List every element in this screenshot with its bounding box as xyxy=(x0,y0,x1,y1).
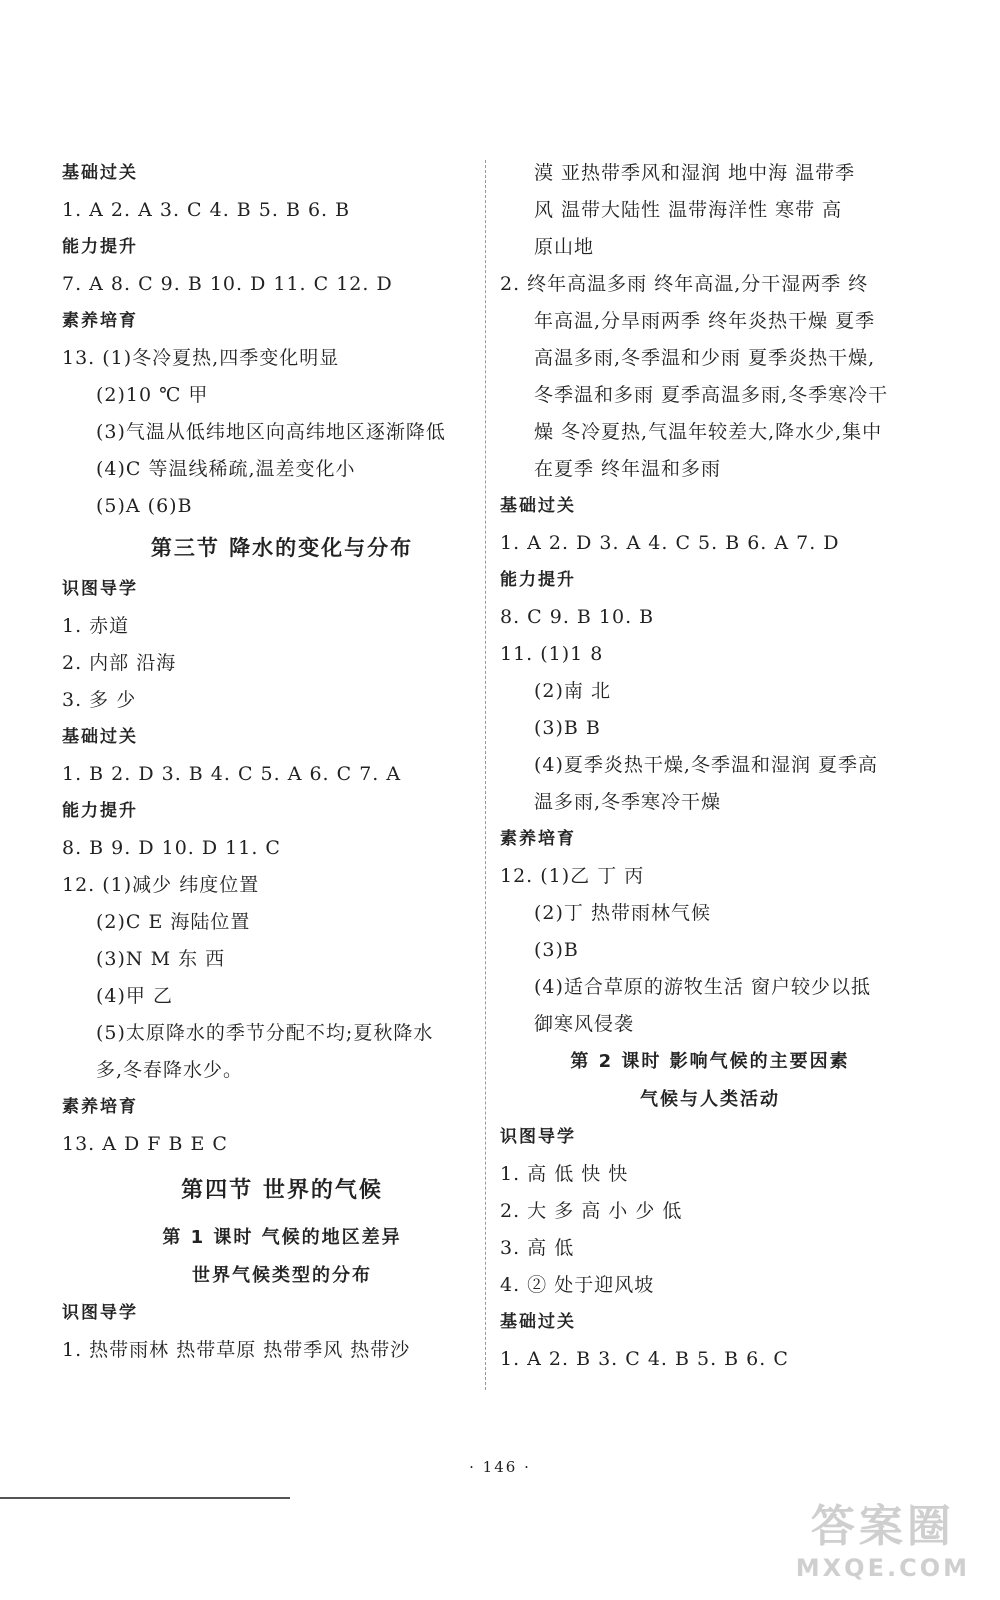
section-heading: 素养培育 xyxy=(62,1097,138,1117)
section-heading: 素养培育 xyxy=(500,829,576,849)
section-heading: 能力提升 xyxy=(62,237,138,257)
answer-line: 8. C 9. B 10. B xyxy=(500,606,655,628)
answer-line: 3. 高 低 xyxy=(500,1237,575,1259)
answer-line-indented: (4)甲 乙 xyxy=(96,985,173,1007)
answer-line-indented: (2)南 北 xyxy=(534,680,611,702)
answer-line: 4. ② 处于迎风坡 xyxy=(500,1274,655,1296)
answer-line: 12. (1)减少 纬度位置 xyxy=(62,874,260,896)
answer-line: 2. 终年高温多雨 终年高温,分干湿两季 终 xyxy=(500,273,869,295)
answer-line-indented: 风 温带大陆性 温带海洋性 寒带 高 xyxy=(534,199,843,221)
answer-line-indented: (4)夏季炎热干燥,冬季温和湿润 夏季高 xyxy=(534,754,878,776)
answer-line-indented: (5)太原降水的季节分配不均;夏秋降水 xyxy=(96,1022,434,1044)
answer-line: 1. 赤道 xyxy=(62,615,130,637)
answer-line: 7. A 8. C 9. B 10. D 11. C 12. D xyxy=(62,273,393,295)
answer-line-indented: (4)适合草原的游牧生活 窗户较少以抵 xyxy=(534,976,871,998)
answer-line-indented: 年高温,分旱雨两季 终年炎热干燥 夏季 xyxy=(534,310,876,332)
answer-line: 12. (1)乙 丁 丙 xyxy=(500,865,645,887)
answer-line-indented: (3)气温从低纬地区向高纬地区逐渐降低 xyxy=(96,421,446,443)
lesson-title: 第 2 课时 影响气候的主要因素 xyxy=(570,1051,850,1072)
section-heading: 能力提升 xyxy=(62,801,138,821)
answer-line-indented: 温多雨,冬季寒冷干燥 xyxy=(534,791,722,813)
answer-line: 1. A 2. A 3. C 4. B 5. B 6. B xyxy=(62,199,351,221)
answer-line-indented: (2)丁 热带雨林气候 xyxy=(534,902,711,924)
answer-line: 13. (1)冬冷夏热,四季变化明显 xyxy=(62,347,340,369)
section-heading: 基础过关 xyxy=(500,1312,576,1332)
lesson-title: 第 1 课时 气候的地区差异 xyxy=(162,1227,402,1248)
answer-line: 1. 高 低 快 快 xyxy=(500,1163,629,1185)
answer-line-indented: (3)N M 东 西 xyxy=(96,948,226,970)
section-heading: 识图导学 xyxy=(62,579,138,599)
answer-line-indented: 高温多雨,冬季温和少雨 夏季炎热干燥, xyxy=(534,347,876,369)
lesson-title: 气候与人类活动 xyxy=(640,1089,780,1110)
section-heading: 素养培育 xyxy=(62,311,138,331)
answer-line-indented: 在夏季 终年温和多雨 xyxy=(534,458,722,480)
answer-line: 13. A D F B E C xyxy=(62,1133,228,1155)
watermark-line2: MXQE.COM xyxy=(795,1554,970,1582)
answer-line: 11. (1)1 8 xyxy=(500,643,604,665)
answer-line-indented: (3)B B xyxy=(534,717,601,739)
answer-line-indented: (3)B xyxy=(534,939,579,961)
section-heading: 基础过关 xyxy=(62,727,138,747)
right-column xyxy=(500,155,920,1378)
answer-line: 1. A 2. B 3. C 4. B 5. B 6. C xyxy=(500,1348,789,1370)
section-heading: 基础过关 xyxy=(62,163,138,183)
section-heading: 识图导学 xyxy=(500,1127,576,1147)
page-number: · 146 · xyxy=(469,1458,531,1476)
answer-line-indented: 燥 冬冷夏热,气温年较差大,降水少,集中 xyxy=(534,421,883,443)
chapter-title: 第四节 世界的气候 xyxy=(181,1178,383,1203)
answer-line: 1. A 2. D 3. A 4. C 5. B 6. A 7. D xyxy=(500,532,840,554)
answer-line-indented: (2)10 ℃ 甲 xyxy=(96,384,209,406)
answer-line: 2. 内部 沿海 xyxy=(62,652,177,674)
column-divider xyxy=(485,160,486,1390)
section-heading: 能力提升 xyxy=(500,570,576,590)
answer-line-indented: 御寒风侵袭 xyxy=(534,1013,635,1035)
lesson-title: 世界气候类型的分布 xyxy=(192,1265,372,1286)
watermark-logo xyxy=(796,1490,970,1582)
answer-line: 2. 大 多 高 小 少 低 xyxy=(500,1200,683,1222)
section-heading: 识图导学 xyxy=(62,1303,138,1323)
answer-line: 3. 多 少 xyxy=(62,689,137,711)
answer-line-indented: (2)C E 海陆位置 xyxy=(96,911,251,933)
answer-line-indented: 冬季温和多雨 夏季高温多雨,冬季寒冷干 xyxy=(534,384,889,406)
answer-line: 8. B 9. D 10. D 11. C xyxy=(62,837,281,859)
chapter-title: 第三节 降水的变化与分布 xyxy=(150,536,414,560)
answer-line-indented: (5)A (6)B xyxy=(96,495,193,517)
answer-line-indented: (4)C 等温线稀疏,温差变化小 xyxy=(96,458,356,480)
left-column xyxy=(62,155,502,1369)
bottom-rule xyxy=(0,1497,290,1499)
answer-line-indented: 多,冬春降水少。 xyxy=(96,1059,244,1081)
section-heading: 基础过关 xyxy=(500,496,576,516)
answer-line-indented: 漠 亚热带季风和湿润 地中海 温带季 xyxy=(534,162,856,184)
answer-line-indented: 原山地 xyxy=(534,236,595,258)
watermark-line1: 答案圈 xyxy=(810,1501,955,1552)
answer-line: 1. B 2. D 3. B 4. C 5. A 6. C 7. A xyxy=(62,763,402,785)
answer-line: 1. 热带雨林 热带草原 热带季风 热带沙 xyxy=(62,1339,411,1361)
